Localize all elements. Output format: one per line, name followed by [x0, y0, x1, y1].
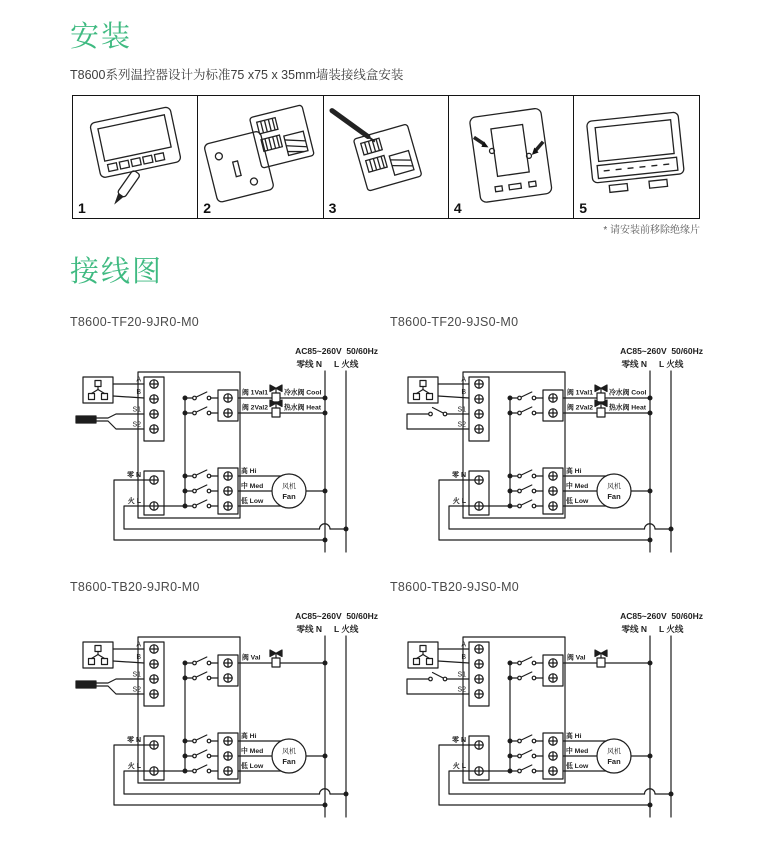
- switch-blade: [196, 392, 207, 397]
- install-step-panel-5: [573, 95, 700, 219]
- switch-blade: [196, 750, 207, 755]
- live-rail-label: L 火线: [659, 624, 684, 634]
- network-icon: [414, 659, 420, 665]
- step-number: 3: [328, 200, 337, 216]
- switch-blade: [521, 657, 532, 662]
- neutral-rail-label: 零线 N: [621, 624, 647, 634]
- diagram-model-label: T8600-TF20-9JS0-M0: [390, 315, 519, 329]
- wire-b: [113, 661, 144, 663]
- wiring-diagram-svg: [395, 609, 715, 824]
- thermostat-body: [463, 637, 565, 783]
- valve-wire-label: 阀 Val: [567, 654, 586, 662]
- wiring-section-title: 接线图: [70, 256, 164, 288]
- fan-med-label: 中 Med: [566, 748, 589, 755]
- back-plate-drawing: [204, 131, 275, 203]
- terminal-s2-label: S2: [132, 686, 141, 694]
- step-3-illustration: [324, 96, 449, 218]
- network-icon: [417, 390, 424, 394]
- switch-contact: [429, 677, 433, 681]
- switch-blade: [521, 750, 532, 755]
- text-layer: [127, 611, 378, 770]
- diagram-model-label: T8600-TB20-9JR0-M0: [70, 580, 200, 594]
- sensor-probe: [76, 681, 96, 688]
- wire-layer: [407, 371, 673, 552]
- fan-name-en: Fan: [282, 757, 296, 766]
- valve-wire-label: 阀 1Val1: [567, 389, 594, 397]
- switch-blade: [521, 470, 532, 475]
- fan-low-label: 低 Low: [566, 498, 589, 505]
- valve-actuator-box: [597, 408, 605, 417]
- network-icon: [414, 394, 420, 400]
- valve-device-label: 冷水阀 Cool: [609, 389, 647, 397]
- network-icon: [98, 390, 105, 394]
- switch-blade: [521, 765, 532, 770]
- fan-high-label: 高 Hi: [566, 733, 582, 740]
- fan-med-label: 中 Med: [241, 483, 264, 490]
- thermostat-body: [463, 372, 565, 518]
- neutral-terminal-label: 零 N: [127, 472, 141, 479]
- text-layer: [452, 346, 703, 505]
- step-2-illustration: [198, 96, 323, 218]
- network-icon: [95, 646, 101, 652]
- sensor-lead: [96, 414, 144, 418]
- fan-name-cn: 风机: [607, 483, 621, 491]
- junction-dot: [323, 396, 327, 400]
- network-icon: [102, 659, 108, 665]
- junction-dot: [344, 527, 348, 531]
- switch-blade: [521, 672, 532, 677]
- switch-blade: [196, 485, 207, 490]
- wire-layer: [407, 636, 673, 817]
- network-icon: [89, 394, 95, 400]
- valve-wire-label: 阀 1Val1: [242, 389, 269, 397]
- valve-wire-label: 阀 2Val2: [567, 404, 594, 412]
- text-layer: [127, 346, 378, 505]
- assembled-thermostat-drawing: [587, 112, 686, 194]
- terminal-b-label: B: [136, 654, 141, 661]
- network-icon: [427, 394, 433, 400]
- install-subtitle: T8600系列温控器设计为标准75 x75 x 35mm墙装接线盒安装: [70, 68, 404, 82]
- diagram-model-label: T8600-TF20-9JR0-M0: [70, 315, 200, 329]
- fan-med-label: 中 Med: [566, 483, 589, 490]
- junction-dot: [648, 489, 652, 493]
- step-5-illustration: [574, 96, 699, 218]
- fan-high-label: 高 Hi: [241, 733, 257, 740]
- terminal-s1-label: S1: [132, 406, 141, 414]
- wiring-diagram-svg: [70, 344, 390, 559]
- fan-low-label: 低 Low: [241, 763, 264, 770]
- power-rating-label: AC85~260V 50/60Hz: [295, 611, 378, 621]
- fan-name-en: Fan: [282, 492, 296, 501]
- switch-blade: [433, 408, 444, 414]
- fan-high-label: 高 Hi: [241, 468, 257, 475]
- text-layer: [452, 611, 703, 770]
- junction-dot: [323, 661, 327, 665]
- wire-b: [113, 396, 144, 398]
- network-icon: [95, 381, 101, 387]
- switch-blade: [196, 407, 207, 412]
- terminal-s2-label: S2: [132, 421, 141, 429]
- junction-dot: [344, 792, 348, 796]
- install-steps-strip: [72, 95, 700, 219]
- switch-blade: [521, 392, 532, 397]
- live-rail-label: L 火线: [659, 359, 684, 369]
- step-number: 4: [453, 200, 462, 216]
- wire-b: [438, 396, 469, 398]
- terminal-a-label: A: [461, 641, 466, 649]
- network-icon: [420, 646, 426, 652]
- network-icon: [420, 381, 426, 387]
- power-rating-label: AC85~260V 50/60Hz: [295, 346, 378, 356]
- fan-low-label: 低 Low: [566, 763, 589, 770]
- tool-drawing: [332, 111, 375, 142]
- valve-actuator-box: [272, 658, 280, 667]
- switch-contact: [429, 412, 433, 416]
- valve-actuator-box: [272, 393, 280, 402]
- thermostat-body: [138, 637, 240, 783]
- junction-dot: [669, 527, 673, 531]
- junction-dot: [648, 754, 652, 758]
- diagram-model-label: T8600-TB20-9JS0-M0: [390, 580, 520, 594]
- terminal-s2-label: S2: [457, 421, 466, 429]
- fan-circle: [597, 474, 631, 508]
- live-rail-label: L 火线: [334, 359, 359, 369]
- terminal-s1-label: S1: [132, 671, 141, 679]
- power-rating-label: AC85~260V 50/60Hz: [620, 611, 703, 621]
- junction-dot: [669, 792, 673, 796]
- live-terminal-label: 火 L: [452, 763, 466, 770]
- switch-blade: [196, 657, 207, 662]
- install-section-title: 安装: [70, 21, 133, 53]
- fan-name-cn: 风机: [607, 748, 621, 756]
- neutral-rail-label: 零线 N: [621, 359, 647, 369]
- terminal-module-drawing: [250, 105, 315, 168]
- switch-blade: [521, 735, 532, 740]
- fan-name-cn: 风机: [282, 483, 296, 491]
- valve-device-label: 冷水阀 Cool: [284, 389, 322, 397]
- valve-device-label: 热水阀 Heat: [284, 404, 322, 412]
- live-rail-label: L 火线: [334, 624, 359, 634]
- install-step-panel-2: [197, 95, 324, 219]
- wiring-diagram-tf20-9jr0: [70, 344, 390, 559]
- valve-actuator-box: [597, 658, 605, 667]
- install-step-panel-3: [323, 95, 450, 219]
- network-icon: [102, 394, 108, 400]
- live-terminal-label: 火 L: [127, 763, 141, 770]
- switch-blade: [196, 765, 207, 770]
- wiring-diagram-svg: [395, 344, 715, 559]
- valve-actuator-box: [272, 408, 280, 417]
- network-icon: [423, 390, 430, 394]
- junction-dot: [648, 661, 652, 665]
- step-1-illustration: [73, 96, 198, 218]
- junction-dot: [323, 803, 327, 807]
- terminal-b-label: B: [461, 389, 466, 396]
- junction-dot: [323, 489, 327, 493]
- fan-med-label: 中 Med: [241, 748, 264, 755]
- install-step-panel-4: [448, 95, 575, 219]
- step-number: 2: [203, 200, 212, 216]
- switch-blade: [196, 672, 207, 677]
- step-4-illustration: [449, 96, 574, 218]
- valve-wire-label: 阀 2Val2: [242, 404, 269, 412]
- terminal-b-label: B: [136, 389, 141, 396]
- wiring-diagram-svg: [70, 609, 390, 824]
- wire-layer: [76, 371, 348, 552]
- junction-dot: [323, 754, 327, 758]
- neutral-terminal-label: 零 N: [452, 472, 466, 479]
- wiring-diagram-tf20-9js0: [395, 344, 715, 559]
- terminal-s1-label: S1: [457, 406, 466, 414]
- junction-dot: [648, 803, 652, 807]
- terminal-s2-label: S2: [457, 686, 466, 694]
- wire-b: [438, 661, 469, 663]
- neutral-terminal-label: 零 N: [127, 737, 141, 744]
- network-icon: [92, 390, 99, 394]
- neutral-terminal-label: 零 N: [452, 737, 466, 744]
- neutral-rail-label: 零线 N: [296, 359, 322, 369]
- network-icon: [89, 659, 95, 665]
- switch-blade: [521, 407, 532, 412]
- fan-high-label: 高 Hi: [566, 468, 582, 475]
- sensor-probe: [76, 416, 96, 423]
- step-number: 1: [78, 200, 86, 216]
- switch-blade: [196, 735, 207, 740]
- switch-blade: [521, 500, 532, 505]
- terminal-b-label: B: [461, 654, 466, 661]
- valve-wire-label: 阀 Val: [242, 654, 261, 662]
- fan-low-label: 低 Low: [241, 498, 264, 505]
- thermostat-front-drawing: [90, 107, 182, 179]
- install-step-panel-1: [72, 95, 199, 219]
- fan-name-en: Fan: [607, 492, 621, 501]
- valve-device-label: 热水阀 Heat: [609, 404, 647, 412]
- install-note: * 请安装前移除绝缘片: [603, 225, 700, 236]
- live-terminal-label: 火 L: [452, 498, 466, 505]
- junction-dot: [323, 538, 327, 542]
- wall-plate-drawing: [469, 108, 552, 203]
- valve-actuator-box: [597, 393, 605, 402]
- power-rating-label: AC85~260V 50/60Hz: [620, 346, 703, 356]
- fan-circle: [272, 739, 306, 773]
- terminal-a-label: A: [136, 641, 141, 649]
- wiring-diagram-tb20-9js0: [395, 609, 715, 824]
- wiring-diagram-tb20-9jr0: [70, 609, 390, 824]
- wire-layer: [76, 636, 348, 817]
- terminal-s1-label: S1: [457, 671, 466, 679]
- network-icon: [427, 659, 433, 665]
- thermostat-body: [138, 372, 240, 518]
- neutral-rail-label: 零线 N: [296, 624, 322, 634]
- fan-name-cn: 风机: [282, 748, 296, 756]
- switch-blade: [196, 500, 207, 505]
- fan-circle: [272, 474, 306, 508]
- step-number: 5: [579, 200, 587, 216]
- live-terminal-label: 火 L: [127, 498, 141, 505]
- switch-blade: [433, 673, 444, 679]
- switch-blade: [521, 485, 532, 490]
- fan-name-en: Fan: [607, 757, 621, 766]
- sensor-lead: [96, 679, 144, 683]
- terminal-a-label: A: [136, 376, 141, 384]
- junction-dot: [323, 411, 327, 415]
- junction-dot: [648, 538, 652, 542]
- junction-dot: [648, 411, 652, 415]
- switch-blade: [196, 470, 207, 475]
- junction-dot: [648, 396, 652, 400]
- fan-circle: [597, 739, 631, 773]
- terminal-a-label: A: [461, 376, 466, 384]
